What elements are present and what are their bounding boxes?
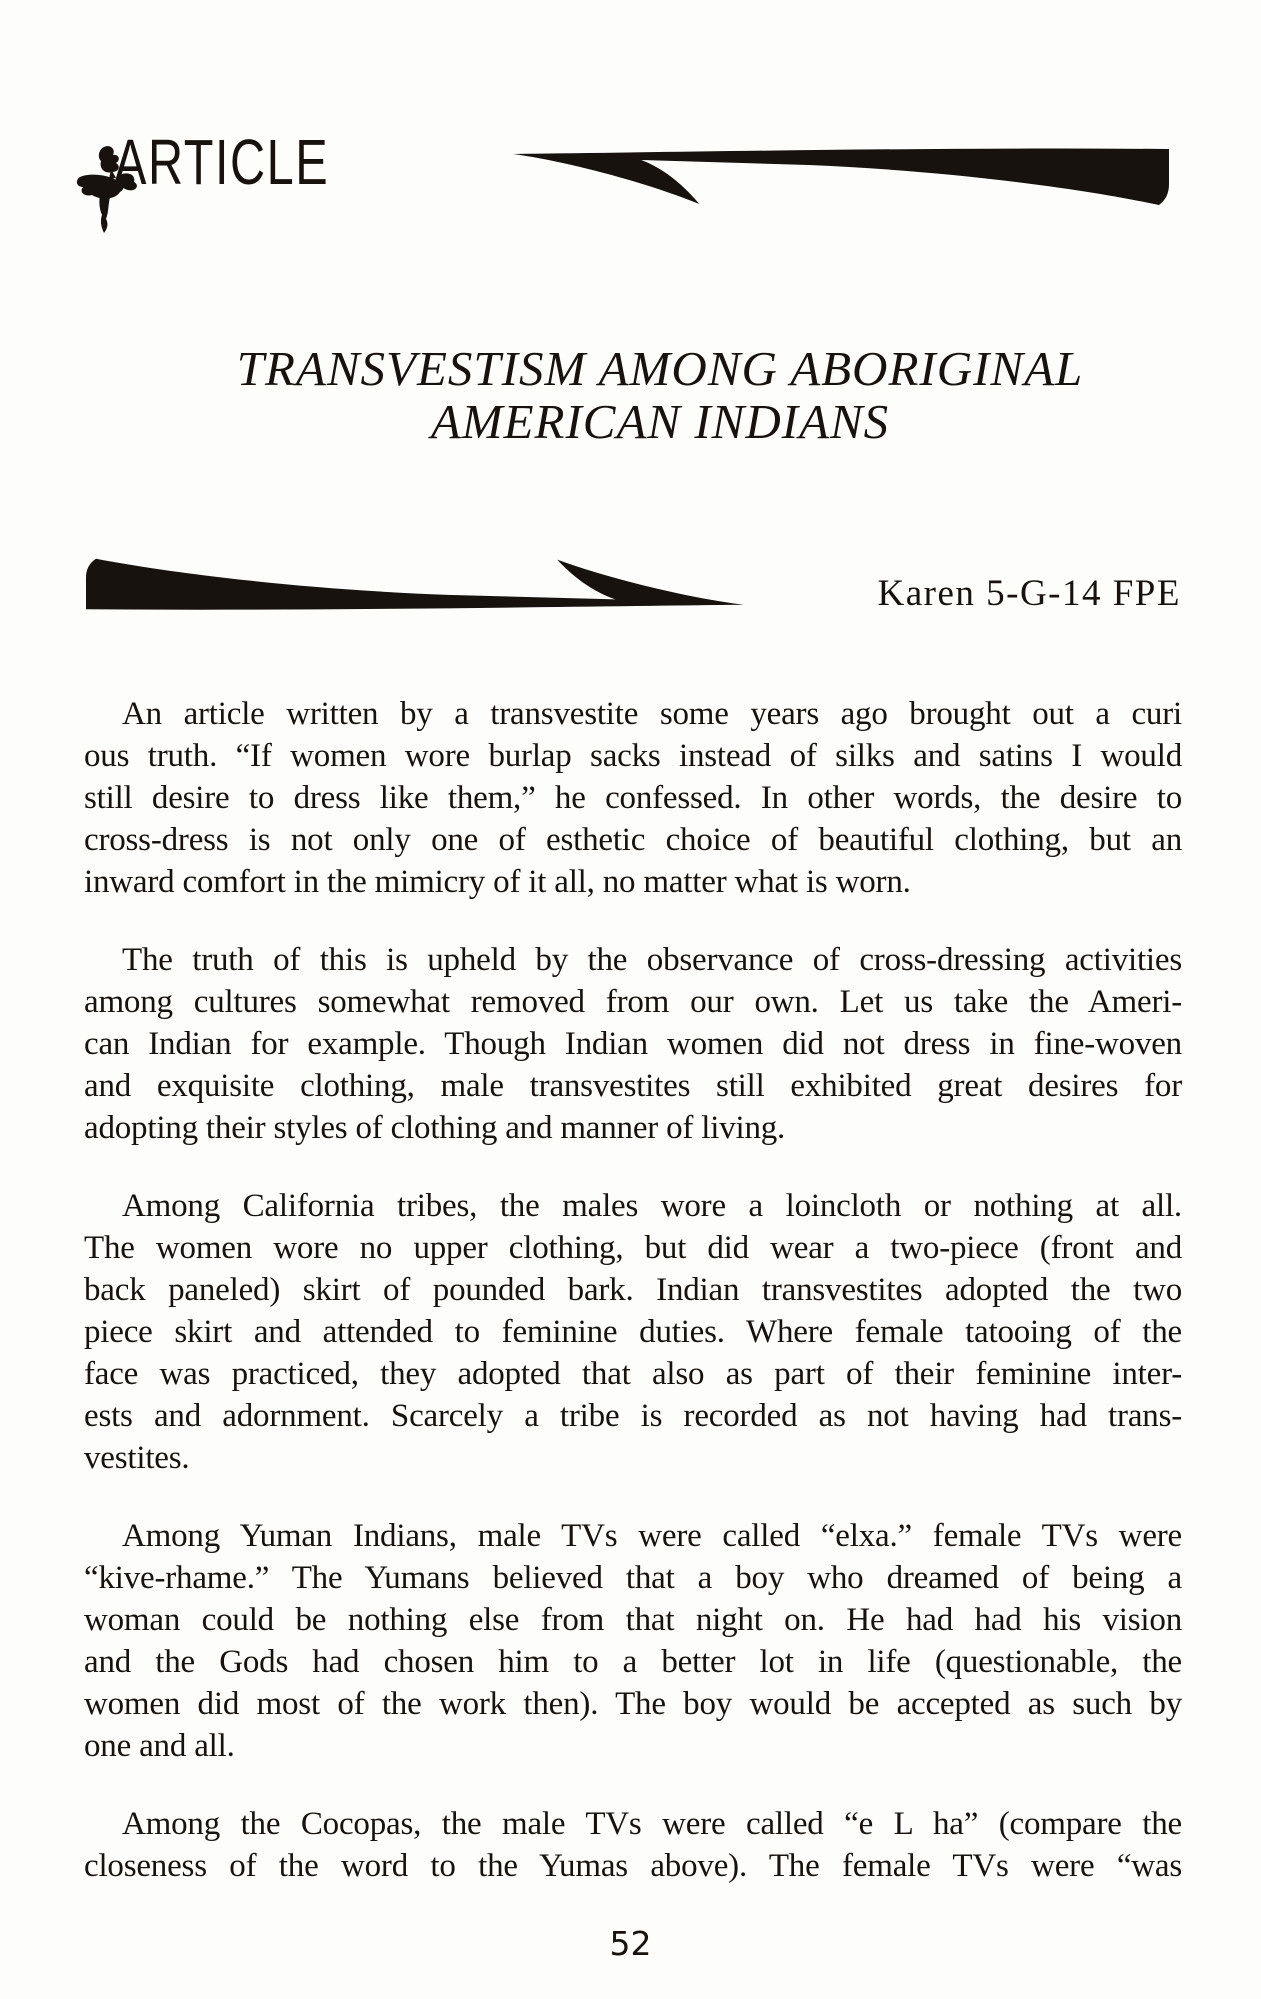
- paragraph: [84, 939, 1182, 1149]
- text-line: woman could be nothing else from that night on. He had had his vision: [84, 1602, 1182, 1638]
- text-line: inward comfort in the mimicry of it all, no matter what is worn.: [84, 864, 911, 900]
- page-number: 52: [609, 1924, 652, 1963]
- article-title-line2: AMERICAN INDIANS: [430, 394, 890, 449]
- text-line: women did most of the work then). The boy would be accepted as such by: [84, 1686, 1182, 1722]
- text-line: can Indian for example. Though Indian women did not dress in fine-woven: [84, 1026, 1182, 1062]
- text-line: An article written by a transvestite some years ago brought out a curi: [122, 696, 1182, 732]
- text-line: one and all.: [84, 1728, 235, 1764]
- paragraph: [84, 693, 1182, 903]
- text-line: among cultures somewhat removed from our own. Let us take the Ameri-: [84, 984, 1182, 1020]
- paragraph: [84, 1185, 1182, 1479]
- text-line: cross-dress is not only one of esthetic choice of beautiful clothing, but an: [84, 822, 1182, 858]
- text-line: Among California tribes, the males wore a loincloth or nothing at all.: [122, 1188, 1182, 1224]
- text-line: face was practiced, they adopted that also as part of their feminine inter-: [84, 1356, 1182, 1392]
- text-line: back paneled) skirt of pounded bark. Indian transvestites adopted the two: [84, 1272, 1182, 1308]
- text-line: The truth of this is upheld by the observance of cross-dressing activities: [122, 942, 1182, 978]
- paragraph: [84, 1515, 1182, 1767]
- byline: Karen 5-G-14 FPE: [877, 573, 1181, 614]
- text-line: “kive-rhame.” The Yumans believed that a boy who dreamed of being a: [84, 1560, 1182, 1596]
- text-line: piece skirt and attended to feminine duties. Where female tatooing of the: [84, 1314, 1182, 1350]
- paragraph: [84, 1803, 1182, 1887]
- text-line: Among Yuman Indians, male TVs were called “elxa.” female TVs were: [122, 1518, 1182, 1554]
- text-line: Among the Cocopas, the male TVs were called “e L ha” (compare the: [122, 1806, 1182, 1842]
- article-section-label: ARTICLE: [114, 126, 330, 198]
- text-line: and the Gods had chosen him to a better lot in life (questionable, the: [84, 1644, 1182, 1680]
- article-title-line1: TRANSVESTISM AMONG ABORIGINAL: [236, 341, 1084, 396]
- article-body: [84, 693, 1182, 1923]
- text-line: ous truth. “If women wore burlap sacks instead of silks and satins I would: [84, 738, 1182, 774]
- text-line: and exquisite clothing, male transvestites still exhibited great desires for: [84, 1068, 1182, 1104]
- text-line: closeness of the word to the Yumas above). The female TVs were “was: [84, 1848, 1182, 1884]
- text-line: The women wore no upper clothing, but did wear a two-piece (front and: [84, 1230, 1182, 1266]
- swoosh-divider-right-icon: [86, 556, 744, 612]
- swoosh-divider-left-icon: [513, 146, 1169, 208]
- text-line: ests and adornment. Scarcely a tribe is recorded as not having had trans-: [84, 1398, 1182, 1434]
- text-line: adopting their styles of clothing and manner of living.: [84, 1110, 786, 1146]
- text-line: still desire to dress like them,” he confessed. In other words, the desire to: [84, 780, 1182, 816]
- text-line: vestites.: [84, 1440, 190, 1476]
- article-title: [100, 342, 1220, 448]
